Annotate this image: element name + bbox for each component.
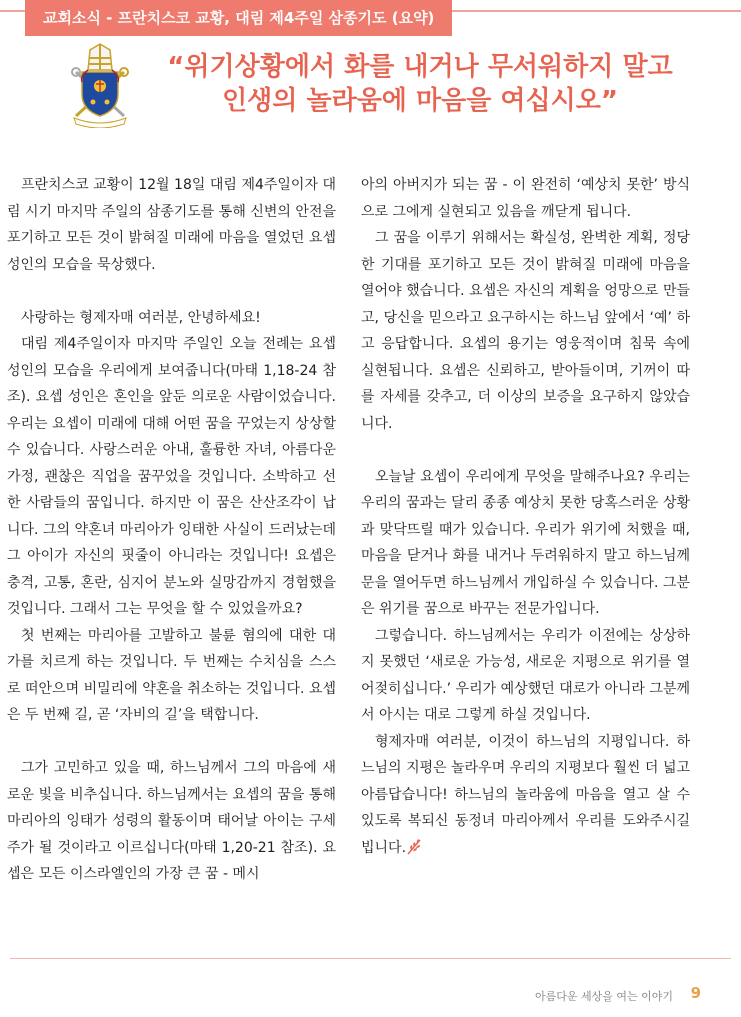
body-paragraph: 첫 번째는 마리아를 고발하고 불륜 혐의에 대한 대가를 치르게 하는 것입니다. 두 번째는 수치심을 스스로 떠안으며 비밀리에 약혼을 취소하는 것입니다. 요셉은 두 번째 길, 곧 ‘자비의 길’을 택합니다. xyxy=(7,627,336,723)
continued-paragraph: 아의 아버지가 되는 꿈 - 이 완전히 ‘예상치 못한’ 방식으로 그에게 실현되고 있음을 깨닫게 됩니다. xyxy=(361,177,690,220)
section-banner: 교회소식 - 프란치스코 교황, 대림 제4주일 삼종기도 (요약) xyxy=(25,0,452,36)
intro-paragraph: 프란치스코 교황이 12월 18일 대림 제4주일이자 대림 시기 마지막 주일의 삼종기도를 통해 신변의 안전을 포기하고 모든 것이 밝혀질 미래에 마음을 열었던 요셉 성인의 모습을 묵상했다. xyxy=(7,177,336,273)
body-paragraph: 그 꿈을 이루기 위해서는 확실성, 완벽한 계획, 정당한 기대를 포기하고 모든 것이 밝혀질 미래에 마음을 열어야 했습니다. 요셉은 자신의 계획을 엉망으로 만들고, 당신을 믿으라고 요구하시는 하느님 앞에서 ‘예’ 하고 응답합니다. 요셉의 용기는 영웅적이며 침묵 속에 실현됩니다. 요셉은 신뢰하고, 받아들이며, 기꺼이 따를 자세를 갖추고, 더 이상의 보증을 요구하지 않았습니다. xyxy=(361,230,690,432)
headline-line-2: 인생의 놀라움에 마음을 여십시오” xyxy=(222,86,618,116)
headline xyxy=(140,50,700,118)
right-column xyxy=(361,172,690,861)
closing-text: 형제자매 여러분, 이것이 하느님의 지평입니다. 하느님의 지평은 놀라우며 우리의 지평보다 훨씬 더 넓고 아름답습니다! 하느님의 놀라움에 마음을 열고 살 수 있도록 복되신 동정녀 마리아께서 우리를 도와주시길 빕니다. xyxy=(361,733,690,856)
bottom-rule xyxy=(10,958,731,959)
body-paragraph: 그가 고민하고 있을 때, 하느님께서 그의 마음에 새로운 빛을 비추십니다. 하느님께서는 요셉의 꿈을 통해 마리아의 잉태가 성령의 활동이며 태어날 아이는 구세주가 될 것이라고 이르십니다(마태 1,20-21 참조). 요셉은 모든 이스라엘인의 가장 큰 꿈 - 메시 xyxy=(7,760,336,882)
headline-line-1: “위기상황에서 화를 내거나 무서워하지 말고 xyxy=(167,52,673,82)
body-paragraph: 대림 제4주일이자 마지막 주일인 오늘 전례는 요셉 성인의 모습을 우리에게 보여줍니다(마태 1,18-24 참조). 요셉 성인은 혼인을 앞둔 의로운 사람이었습니다. 우리는 요셉이 미래에 대해 어떤 꿈을 꾸었는지 상상할 수 있습니다. 사랑스러운 아내, 훌륭한 자녀, 아름다운 가정, 괜찮은 직업을 꿈꾸었을 것입니다. 소박하고 선한 사람들의 꿈입니다. 하지만 이 꿈은 산산조각이 납니다. 그의 약혼녀 마리아가 잉태한 사실이 드러났는데 그 아이가 자신의 핏줄이 아니라는 것입니다! 요셉은 충격, 고통, 혼란, 심지어 분노와 실망감까지 경험했을 것입니다. 그래서 그는 무엇을 할 수 있었을까요? xyxy=(7,336,336,617)
body-paragraph: 오늘날 요셉이 우리에게 무엇을 말해주나요? 우리는 우리의 꿈과는 달리 종종 예상치 못한 당혹스러운 상황과 맞닥뜨릴 때가 있습니다. 우리가 위기에 처했을 때, 마음을 닫거나 화를 내거나 두려워하지 말고 하느님께 문을 열어두면 하느님께서 개입하실 수 있습니다. 그분은 위기를 꿈으로 바꾸는 전문가입니다. xyxy=(361,468,690,617)
closing-paragraph xyxy=(361,729,690,862)
leaf-icon xyxy=(406,837,424,855)
papal-coat-of-arms-icon xyxy=(68,42,132,128)
greeting-paragraph: 사랑하는 형제자매 여러분, 안녕하세요! xyxy=(21,309,261,326)
magazine-title: 아름다운 세상을 여는 이야기 xyxy=(534,990,673,1003)
page-number: 9 xyxy=(690,984,701,1002)
left-column xyxy=(7,172,336,888)
body-paragraph: 그렇습니다. 하느님께서는 우리가 이전에는 상상하지 못했던 ‘새로운 가능성, 새로운 지평으로 위기를 열어젖히십니다.’ 우리가 예상했던 대로가 아니라 그분께서 아시는 대로 그렇게 하실 것입니다. xyxy=(361,627,690,723)
